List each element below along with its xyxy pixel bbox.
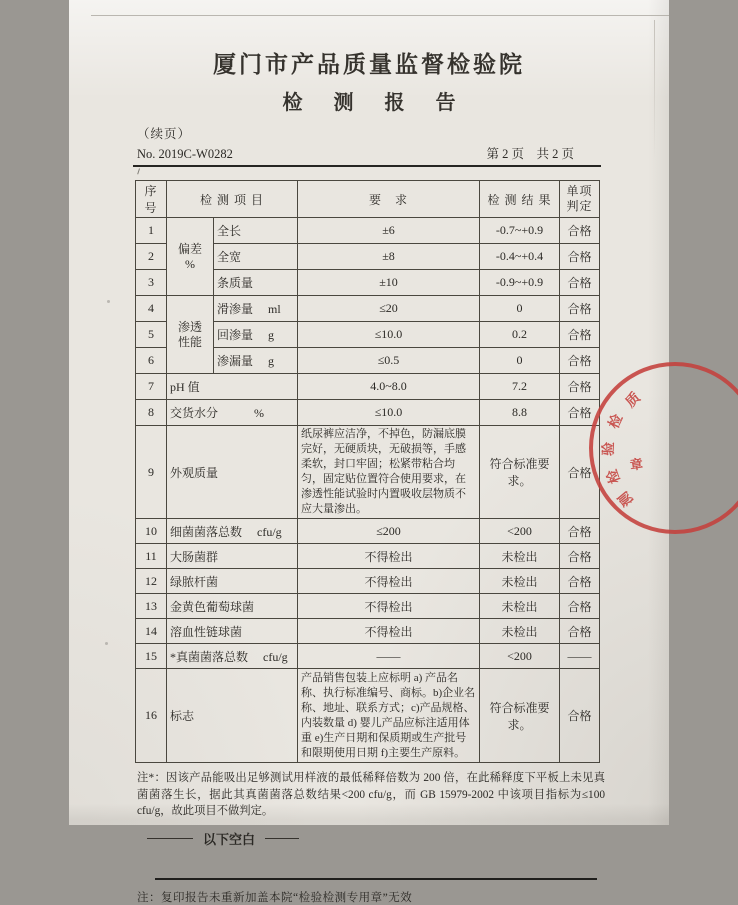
report-title: 检 测 报 告 <box>282 92 469 114</box>
item-unit: cfu/g <box>257 524 282 539</box>
result-cell: 符合标准要求。 <box>480 669 560 763</box>
judgment-cell: 合格 <box>560 348 600 374</box>
result-cell: <200 <box>480 644 560 669</box>
seq-cell: 12 <box>136 569 167 594</box>
group-label-line1: 渗透 <box>177 319 202 334</box>
requirement-cell: 不得检出 <box>298 619 480 644</box>
judgment-cell: 合格 <box>560 400 600 426</box>
result-cell: 未检出 <box>480 594 560 619</box>
seal-character: 检 <box>605 467 624 486</box>
dash-line <box>147 838 193 839</box>
report-meta <box>137 124 599 162</box>
requirement-cell: 纸尿裤应洁净，不掉色，防漏底膜完好，无硬质块，无破损等，手感柔软，封口牢固；松紧带粘合均匀，固定贴位置符合使用要求，在渗透性能试验时内置吸收层物质不应大量渗出。 <box>298 426 480 519</box>
scan-artifact <box>137 168 144 175</box>
table-row <box>136 374 600 400</box>
col-header-result: 检 测 结 果 <box>480 181 560 218</box>
result-cell: 未检出 <box>480 619 560 644</box>
seq-cell: 15 <box>136 644 167 669</box>
judgment-cell: 合格 <box>560 296 600 322</box>
table-header-row <box>136 181 600 218</box>
requirement-cell: 不得检出 <box>298 544 480 569</box>
item-cell: 金黄色葡萄球菌 <box>167 594 298 619</box>
seq-cell: 16 <box>136 669 167 763</box>
scan-edge-line <box>91 15 669 16</box>
item-name: 交货水分 <box>170 406 219 420</box>
item-name: 回渗量 <box>217 328 254 342</box>
item-cell <box>214 322 298 348</box>
blank-below-label: 以下空白 <box>203 831 256 847</box>
seal-character: 质 <box>623 390 644 411</box>
judgment-cell: 合格 <box>560 218 600 244</box>
requirement-cell: 4.0~8.0 <box>298 374 480 400</box>
col-header-judgment-line2: 判定 <box>566 199 593 213</box>
col-header-item: 检 测 项 目 <box>167 181 298 218</box>
item-cell <box>167 400 298 426</box>
seq-cell: 7 <box>136 374 167 400</box>
judgment-cell: 合格 <box>560 569 600 594</box>
judgment-cell: 合格 <box>560 544 600 569</box>
table-row <box>136 669 600 763</box>
item-cell: 全宽 <box>214 244 298 270</box>
footnote-asterisk: 注*：因该产品能吸出足够测试用样液的最低稀释倍数为 200 倍，在此稀释度下平板上未见真菌菌落生长，据此其真菌菌落总数结果<200 cfu/g，而 GB 15979-2002 中该项目指标为≤100 cfu/g，故此项目不做判定。 <box>137 772 605 817</box>
page-indicator: 第 2 页 共 2 页 <box>486 147 574 161</box>
blank-below-marker <box>147 829 669 848</box>
item-cell: 标志 <box>167 669 298 763</box>
judgment-cell: 合格 <box>560 244 600 270</box>
seq-cell: 13 <box>136 594 167 619</box>
seq-cell: 1 <box>136 218 167 244</box>
item-cell: pH 值 <box>167 374 298 400</box>
judgment-cell: 合格 <box>560 619 600 644</box>
seq-cell: 9 <box>136 426 167 519</box>
item-cell <box>167 519 298 544</box>
seq-cell: 3 <box>136 270 167 296</box>
judgment-cell: 合格 <box>560 322 600 348</box>
item-cell <box>214 348 298 374</box>
col-header-judgment-line1: 单项 <box>566 184 593 198</box>
item-unit: g <box>268 354 275 368</box>
item-cell: 大肠菌群 <box>167 544 298 569</box>
item-unit: g <box>268 328 275 342</box>
seq-cell: 11 <box>136 544 167 569</box>
item-name: 滑渗量 <box>217 302 254 316</box>
report-number: No. 2019C-W0282 <box>137 147 233 161</box>
result-cell: -0.9~+0.9 <box>480 270 560 296</box>
table-row <box>136 644 600 669</box>
header-rule <box>133 165 601 167</box>
result-cell: -0.4~+0.4 <box>480 244 560 270</box>
meta-row <box>137 144 599 162</box>
result-cell: <200 <box>480 519 560 544</box>
requirement-cell: —— <box>298 644 480 669</box>
item-unit: ml <box>268 302 281 316</box>
table-row <box>136 426 600 519</box>
seal-ring <box>589 362 738 534</box>
table-row <box>136 619 600 644</box>
item-name: *真菌菌落总数 <box>170 649 249 664</box>
col-header-requirement: 要 求 <box>298 181 480 218</box>
result-cell: 符合标准要求。 <box>480 426 560 519</box>
requirement-cell: ±6 <box>298 218 480 244</box>
table-row <box>136 569 600 594</box>
copy-validity-note: 注：复印报告未重新加盖本院“检验检测专用章”无效 <box>137 891 413 904</box>
judgment-cell: —— <box>560 644 600 669</box>
result-cell: 0 <box>480 348 560 374</box>
item-cell: 溶血性链球菌 <box>167 619 298 644</box>
result-cell: 7.2 <box>480 374 560 400</box>
judgment-cell: 合格 <box>560 374 600 400</box>
seq-cell: 14 <box>136 619 167 644</box>
item-cell: 全长 <box>214 218 298 244</box>
col-header-judgment <box>560 181 600 218</box>
scan-artifact <box>105 642 108 645</box>
table-row <box>136 296 600 322</box>
item-cell: 外观质量 <box>167 426 298 519</box>
requirement-cell: ≤200 <box>298 519 480 544</box>
seal-character-zhang: 章 <box>628 456 644 473</box>
group-cell-permeability <box>167 296 214 374</box>
bottom-rule <box>155 878 597 880</box>
table-row <box>136 519 600 544</box>
seq-cell: 2 <box>136 244 167 270</box>
requirement-cell: ±10 <box>298 270 480 296</box>
table-row <box>136 544 600 569</box>
judgment-cell: 合格 <box>560 426 600 519</box>
seq-cell: 6 <box>136 348 167 374</box>
scan-artifact <box>107 300 110 303</box>
requirement-cell: ±8 <box>298 244 480 270</box>
seal-character: 检 <box>606 412 627 432</box>
judgment-cell: 合格 <box>560 270 600 296</box>
requirement-cell: ≤10.0 <box>298 322 480 348</box>
table-row <box>136 218 600 244</box>
judgment-cell: 合格 <box>560 594 600 619</box>
result-cell: 0 <box>480 296 560 322</box>
paper-edge <box>654 20 655 160</box>
item-cell: 绿脓杆菌 <box>167 569 298 594</box>
result-cell: 8.8 <box>480 400 560 426</box>
item-unit: cfu/g <box>263 649 288 664</box>
requirement-cell: ≤10.0 <box>298 400 480 426</box>
seq-cell: 8 <box>136 400 167 426</box>
organization-name: 厦门市产品质量监督检验院 <box>213 52 525 77</box>
continuation-label: （续页） <box>137 127 192 141</box>
seal-character: 测 <box>616 488 637 509</box>
requirement-cell: 产品销售包装上应标明 a) 产品名称、执行标准编号、商标。b)企业名称、地址、联系方式；c)产品规格、内装数量 d) 婴儿产品应标注适用体重 e)生产日期和保质期或生产批号和限期使用日期 f)主要生产原料。 <box>298 669 480 763</box>
seq-cell: 4 <box>136 296 167 322</box>
item-name: 细菌菌落总数 <box>170 524 243 539</box>
dash-line <box>265 838 299 839</box>
judgment-cell: 合格 <box>560 669 600 763</box>
item-unit: % <box>254 406 265 420</box>
group-cell-deviation <box>167 218 214 296</box>
seq-cell: 10 <box>136 519 167 544</box>
result-cell: 未检出 <box>480 569 560 594</box>
seq-cell: 5 <box>136 322 167 348</box>
col-header-seq: 序号 <box>136 181 167 218</box>
scanned-report-page <box>69 0 669 904</box>
group-label-line2: % <box>185 256 195 271</box>
item-cell: 条质量 <box>214 270 298 296</box>
requirement-cell: 不得检出 <box>298 594 480 619</box>
item-cell <box>167 644 298 669</box>
requirement-cell: 不得检出 <box>298 569 480 594</box>
result-cell: -0.7~+0.9 <box>480 218 560 244</box>
group-label-line2: 性能 <box>177 334 202 349</box>
judgment-cell: 合格 <box>560 519 600 544</box>
table-row <box>136 400 600 426</box>
result-cell: 0.2 <box>480 322 560 348</box>
table-row <box>136 594 600 619</box>
test-results-table <box>135 180 600 763</box>
item-cell <box>214 296 298 322</box>
result-cell: 未检出 <box>480 544 560 569</box>
requirement-cell: ≤0.5 <box>298 348 480 374</box>
seal-character: 验 <box>601 441 618 457</box>
item-name: 渗漏量 <box>217 354 254 368</box>
group-label-line1: 偏差 <box>177 241 202 256</box>
requirement-cell: ≤20 <box>298 296 480 322</box>
